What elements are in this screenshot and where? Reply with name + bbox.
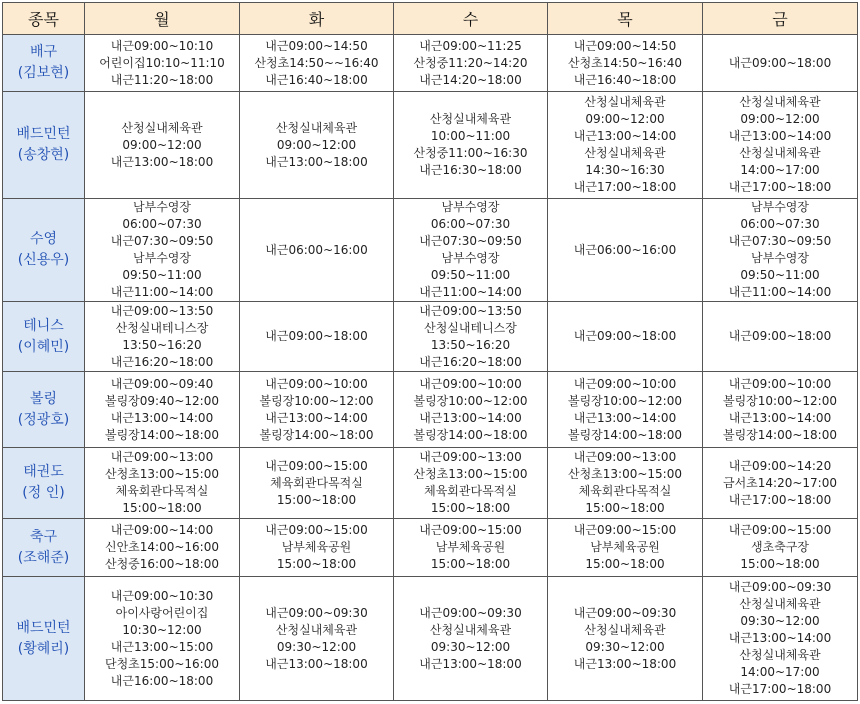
schedule-cell — [85, 448, 240, 519]
schedule-entry: 산청실내체육관 — [739, 648, 821, 662]
coach-name: (이혜민) — [17, 338, 70, 355]
schedule-entry: 신안초14:00~16:00 — [105, 540, 219, 554]
schedule-entry: 내근07:30~09:50 — [110, 234, 214, 248]
schedule-entry: 10:30~12:00 — [122, 622, 202, 637]
schedule-cell — [85, 302, 240, 372]
schedule-cell — [240, 35, 394, 92]
sport-name: 태권도 — [23, 464, 64, 480]
schedule-entry: 내근09:00~14:20 — [728, 458, 832, 473]
schedule-cell — [548, 372, 703, 448]
schedule-entry: 09:00~12:00 — [276, 137, 357, 152]
header-sport: 종목 — [3, 3, 85, 35]
schedule-entry: 금서초14:20~17:00 — [723, 475, 837, 490]
sport-cell — [3, 448, 85, 519]
schedule-entry: 볼링장14:00~18:00 — [723, 427, 837, 442]
coach-name: (조해준) — [17, 549, 70, 566]
schedule-entry: 내근13:00~14:00 — [110, 410, 214, 425]
sport-name: 배구 — [29, 44, 58, 60]
schedule-entry: 내근14:20~18:00 — [419, 72, 522, 87]
schedule-cell — [703, 372, 858, 448]
schedule-entry: 내근11:00~14:00 — [728, 285, 832, 299]
sport-cell — [3, 199, 85, 302]
schedule-entry: 09:30~12:00 — [430, 639, 511, 654]
schedule-entry: 내근13:00~14:00 — [265, 410, 368, 425]
schedule-entry: 내근16:20~18:00 — [110, 354, 214, 369]
schedule-cell — [548, 35, 703, 92]
schedule-entry: 산청초14:50~~16:40 — [254, 55, 379, 70]
schedule-entry: 볼링장10:00~12:00 — [723, 393, 837, 408]
schedule-entry: 09:00~12:00 — [740, 112, 820, 126]
schedule-entry: 내근09:00~10:30 — [110, 588, 214, 603]
schedule-entry: 09:50~11:00 — [122, 268, 202, 282]
schedule-entry: 산청실내체육관 — [275, 622, 358, 637]
schedule-entry: 산청실내체육관 — [429, 622, 512, 637]
coach-name: (신용우) — [17, 252, 70, 268]
schedule-cell — [85, 372, 240, 448]
schedule-entry: 산청실내체육관 — [584, 622, 666, 637]
schedule-entry: 볼링장10:00~12:00 — [568, 393, 682, 408]
schedule-entry: 내근09:00~09:30 — [573, 605, 677, 620]
schedule-entry: 13:50~16:20 — [430, 337, 511, 352]
schedule-cell — [240, 302, 394, 372]
schedule-cell — [85, 92, 240, 199]
header-row — [3, 3, 858, 35]
schedule-cell — [548, 577, 703, 701]
sport-name: 축구 — [29, 528, 58, 545]
schedule-cell — [548, 92, 703, 199]
table-row — [3, 302, 858, 372]
schedule-entry: 내근13:00~14:00 — [728, 631, 832, 645]
schedule-entry: 내근09:00~14:50 — [265, 38, 368, 53]
schedule-entry: 내근09:00~13:00 — [110, 450, 214, 464]
schedule-entry: 산청중11:00~16:30 — [413, 146, 528, 160]
sport-cell — [3, 577, 85, 701]
coach-name: (황혜리) — [17, 640, 70, 657]
schedule-entry: 내근13:00~18:00 — [265, 154, 368, 169]
schedule-entry: 09:30~12:00 — [740, 614, 820, 628]
schedule-entry: 내근09:00~10:00 — [728, 376, 832, 391]
schedule-cell — [394, 372, 548, 448]
schedule-entry: 산청실내체육관 — [739, 146, 821, 160]
schedule-entry: 내근09:00~18:00 — [728, 55, 832, 70]
schedule-entry: 산청실내테니스장 — [424, 320, 517, 335]
schedule-cell — [85, 35, 240, 92]
sport-name: 테니스 — [23, 317, 64, 334]
table-row — [3, 519, 858, 577]
schedule-entry: 15:00~18:00 — [276, 492, 357, 507]
schedule-entry: 내근09:00~09:40 — [110, 376, 214, 391]
schedule-entry: 내근09:00~18:00 — [265, 329, 368, 343]
schedule-entry: 볼링장10:00~12:00 — [259, 393, 374, 408]
schedule-entry: 내근13:00~14:00 — [728, 129, 832, 143]
schedule-entry: 내근11:00~14:00 — [419, 285, 522, 299]
schedule-entry: 산청실내체육관 — [739, 95, 821, 109]
schedule-entry: 내근11:00~14:00 — [110, 285, 214, 299]
schedule-entry: 내근13:00~18:00 — [265, 656, 368, 671]
schedule-entry: 볼링장14:00~18:00 — [413, 427, 528, 442]
schedule-entry: 내근09:00~09:30 — [728, 580, 832, 594]
schedule-entry: 15:00~18:00 — [276, 557, 357, 571]
schedule-entry: 15:00~18:00 — [740, 557, 820, 571]
sport-name: 배드민턴 — [16, 619, 71, 636]
schedule-cell — [703, 519, 858, 577]
schedule-entry: 내근06:00~16:00 — [573, 242, 677, 257]
schedule-entry: 내근17:00~18:00 — [728, 492, 832, 507]
schedule-entry: 09:30~12:00 — [276, 639, 357, 654]
schedule-entry: 15:00~18:00 — [430, 557, 511, 571]
schedule-entry: 09:50~11:00 — [430, 268, 511, 282]
schedule-entry: 남부수영장 — [133, 200, 191, 214]
schedule-entry: 14:00~17:00 — [740, 665, 820, 679]
schedule-entry: 내근09:00~15:00 — [728, 523, 832, 537]
schedule-entry: 내근17:00~18:00 — [728, 682, 832, 696]
coach-name: (정 인) — [22, 485, 65, 501]
schedule-entry: 체육회관다목적실 — [578, 484, 672, 498]
header-wed: 수 — [394, 3, 548, 35]
schedule-entry: 체육회관다목적실 — [115, 484, 209, 498]
sport-cell — [3, 35, 85, 92]
schedule-entry: 내근09:00~10:00 — [265, 376, 368, 391]
schedule-entry: 내근09:00~15:00 — [573, 523, 677, 537]
schedule-entry: 볼링장14:00~18:00 — [568, 427, 682, 442]
schedule-entry: 단청초15:00~16:00 — [105, 656, 219, 671]
schedule-cell — [548, 302, 703, 372]
schedule-entry: 내근09:00~18:00 — [573, 329, 677, 343]
schedule-entry: 내근13:00~14:00 — [573, 129, 677, 143]
schedule-entry: 09:50~11:00 — [740, 268, 820, 282]
schedule-entry: 내근11:20~18:00 — [110, 72, 214, 87]
schedule-entry: 남부수영장 — [441, 200, 500, 214]
schedule-entry: 내근13:00~14:00 — [728, 410, 832, 425]
schedule-entry: 06:00~07:30 — [122, 217, 202, 231]
schedule-entry: 내근09:00~10:00 — [573, 376, 677, 391]
schedule-entry: 볼링장14:00~18:00 — [105, 427, 219, 442]
schedule-entry: 15:00~18:00 — [585, 557, 665, 571]
coach-name: (송창현) — [17, 147, 70, 163]
schedule-entry: 10:00~11:00 — [430, 129, 511, 143]
table-row — [3, 448, 858, 519]
schedule-cell — [85, 577, 240, 701]
schedule-entry: 15:00~18:00 — [585, 501, 665, 515]
schedule-cell — [240, 372, 394, 448]
table-row — [3, 35, 858, 92]
schedule-entry: 내근09:00~13:50 — [419, 303, 522, 318]
schedule-entry: 산청중16:00~18:00 — [105, 557, 219, 571]
sport-cell — [3, 92, 85, 199]
schedule-cell — [85, 199, 240, 302]
schedule-entry: 체육회관다목적실 — [424, 484, 517, 498]
schedule-entry: 아이사랑어린이집 — [115, 605, 209, 620]
sport-name: 수영 — [29, 231, 58, 247]
schedule-cell — [703, 199, 858, 302]
schedule-entry: 내근09:00~14:50 — [573, 38, 677, 53]
schedule-entry: 내근09:00~15:00 — [419, 523, 522, 537]
schedule-entry: 내근13:00~14:00 — [573, 410, 677, 425]
schedule-entry: 체육회관다목적실 — [270, 475, 363, 490]
schedule-entry: 14:00~17:00 — [740, 163, 820, 177]
schedule-entry: 내근07:30~09:50 — [419, 234, 522, 248]
schedule-entry: 내근16:00~18:00 — [110, 673, 214, 688]
schedule-cell — [548, 199, 703, 302]
schedule-entry: 06:00~07:30 — [430, 217, 511, 231]
schedule-cell — [548, 519, 703, 577]
schedule-entry: 15:00~18:00 — [122, 501, 202, 515]
schedule-entry: 06:00~07:30 — [740, 217, 820, 231]
schedule-cell — [394, 577, 548, 701]
schedule-entry: 내근17:00~18:00 — [573, 180, 677, 194]
schedule-entry: 09:30~12:00 — [585, 639, 665, 654]
schedule-cell — [240, 519, 394, 577]
schedule-entry: 내근06:00~16:00 — [265, 242, 368, 257]
schedule-entry: 내근09:00~15:00 — [265, 523, 368, 537]
header-tue: 화 — [240, 3, 394, 35]
schedule-cell — [394, 519, 548, 577]
schedule-cell — [240, 199, 394, 302]
schedule-entry: 09:00~12:00 — [122, 137, 202, 152]
table-row — [3, 92, 858, 199]
schedule-entry: 15:00~18:00 — [430, 501, 511, 515]
schedule-entry: 산청실내체육관 — [739, 597, 821, 611]
schedule-entry: 산청실내체육관 — [584, 95, 666, 109]
schedule-entry: 내근09:00~09:30 — [419, 605, 522, 620]
schedule-cell — [548, 448, 703, 519]
schedule-cell — [240, 577, 394, 701]
schedule-cell — [703, 577, 858, 701]
schedule-cell — [394, 92, 548, 199]
schedule-table — [2, 2, 858, 701]
schedule-entry: 남부체육공원 — [435, 540, 506, 554]
header-fri: 금 — [703, 3, 858, 35]
schedule-entry: 13:50~16:20 — [122, 337, 202, 352]
schedule-cell — [85, 519, 240, 577]
schedule-entry: 볼링장14:00~18:00 — [259, 427, 374, 442]
schedule-entry: 내근09:00~09:30 — [265, 605, 368, 620]
schedule-cell — [703, 92, 858, 199]
schedule-entry: 내근09:00~10:10 — [110, 38, 214, 53]
schedule-entry: 산청실내체육관 — [121, 120, 203, 135]
schedule-entry: 내근09:00~15:00 — [265, 458, 368, 473]
header-mon: 월 — [85, 3, 240, 35]
schedule-cell — [394, 448, 548, 519]
schedule-cell — [240, 92, 394, 199]
schedule-entry: 산청실내체육관 — [275, 120, 358, 135]
schedule-entry: 09:00~12:00 — [585, 112, 665, 126]
schedule-entry: 남부체육공원 — [281, 540, 352, 554]
schedule-entry: 내근13:00~18:00 — [110, 154, 214, 169]
schedule-entry: 내근13:00~15:00 — [110, 639, 214, 654]
schedule-entry: 내근07:30~09:50 — [728, 234, 832, 248]
table-row — [3, 199, 858, 302]
schedule-entry: 남부수영장 — [751, 251, 809, 265]
schedule-entry: 산청중11:20~14:20 — [413, 55, 528, 70]
coach-name: (정광호) — [17, 411, 70, 428]
schedule-entry: 내근16:40~18:00 — [265, 72, 368, 87]
schedule-entry: 어린이집10:10~11:10 — [99, 55, 225, 70]
sport-cell — [3, 372, 85, 448]
sport-name: 볼링 — [29, 390, 58, 407]
schedule-entry: 산청초13:00~15:00 — [105, 467, 219, 481]
schedule-entry: 내근09:00~13:50 — [110, 303, 214, 318]
coach-name: (김보현) — [17, 65, 70, 81]
table-row — [3, 577, 858, 701]
schedule-cell — [703, 35, 858, 92]
schedule-cell — [394, 35, 548, 92]
schedule-entry: 14:30~16:30 — [585, 163, 665, 177]
schedule-entry: 내근09:00~11:25 — [419, 38, 522, 53]
schedule-entry: 산청실내체육관 — [584, 146, 666, 160]
schedule-entry: 남부수영장 — [751, 200, 809, 214]
schedule-entry: 산청초13:00~15:00 — [568, 467, 682, 481]
schedule-entry: 산청초14:50~16:40 — [568, 55, 682, 70]
schedule-entry: 산청실내체육관 — [429, 112, 512, 126]
schedule-entry: 내근16:20~18:00 — [419, 354, 522, 369]
schedule-entry: 남부체육공원 — [590, 540, 660, 554]
schedule-entry: 산청초13:00~15:00 — [413, 467, 528, 481]
table-row — [3, 372, 858, 448]
schedule-cell — [394, 199, 548, 302]
schedule-entry: 볼링장10:00~12:00 — [413, 393, 528, 408]
schedule-entry: 내근16:30~18:00 — [419, 163, 522, 177]
schedule-entry: 내근13:00~18:00 — [419, 656, 522, 671]
schedule-entry: 내근13:00~14:00 — [419, 410, 522, 425]
schedule-entry: 내근17:00~18:00 — [728, 180, 832, 194]
schedule-cell — [394, 302, 548, 372]
schedule-entry: 생초축구장 — [751, 540, 809, 554]
schedule-entry: 볼링장09:40~12:00 — [105, 393, 219, 408]
schedule-cell — [703, 448, 858, 519]
sport-name: 배드민턴 — [16, 126, 71, 142]
schedule-cell — [703, 302, 858, 372]
schedule-entry: 내근09:00~13:00 — [419, 450, 522, 464]
schedule-entry: 내근09:00~18:00 — [728, 329, 832, 343]
schedule-entry: 남부수영장 — [441, 251, 500, 265]
sport-cell — [3, 519, 85, 577]
schedule-entry: 내근09:00~10:00 — [419, 376, 522, 391]
sport-cell — [3, 302, 85, 372]
schedule-entry: 내근13:00~18:00 — [573, 656, 677, 671]
schedule-entry: 내근16:40~18:00 — [573, 72, 677, 87]
schedule-entry: 남부수영장 — [133, 251, 191, 265]
schedule-entry: 산청실내테니스장 — [115, 320, 209, 335]
schedule-entry: 내근09:00~14:00 — [110, 523, 214, 537]
schedule-body — [3, 35, 858, 701]
schedule-cell — [240, 448, 394, 519]
schedule-entry: 내근09:00~13:00 — [573, 450, 677, 464]
header-thu: 목 — [548, 3, 703, 35]
